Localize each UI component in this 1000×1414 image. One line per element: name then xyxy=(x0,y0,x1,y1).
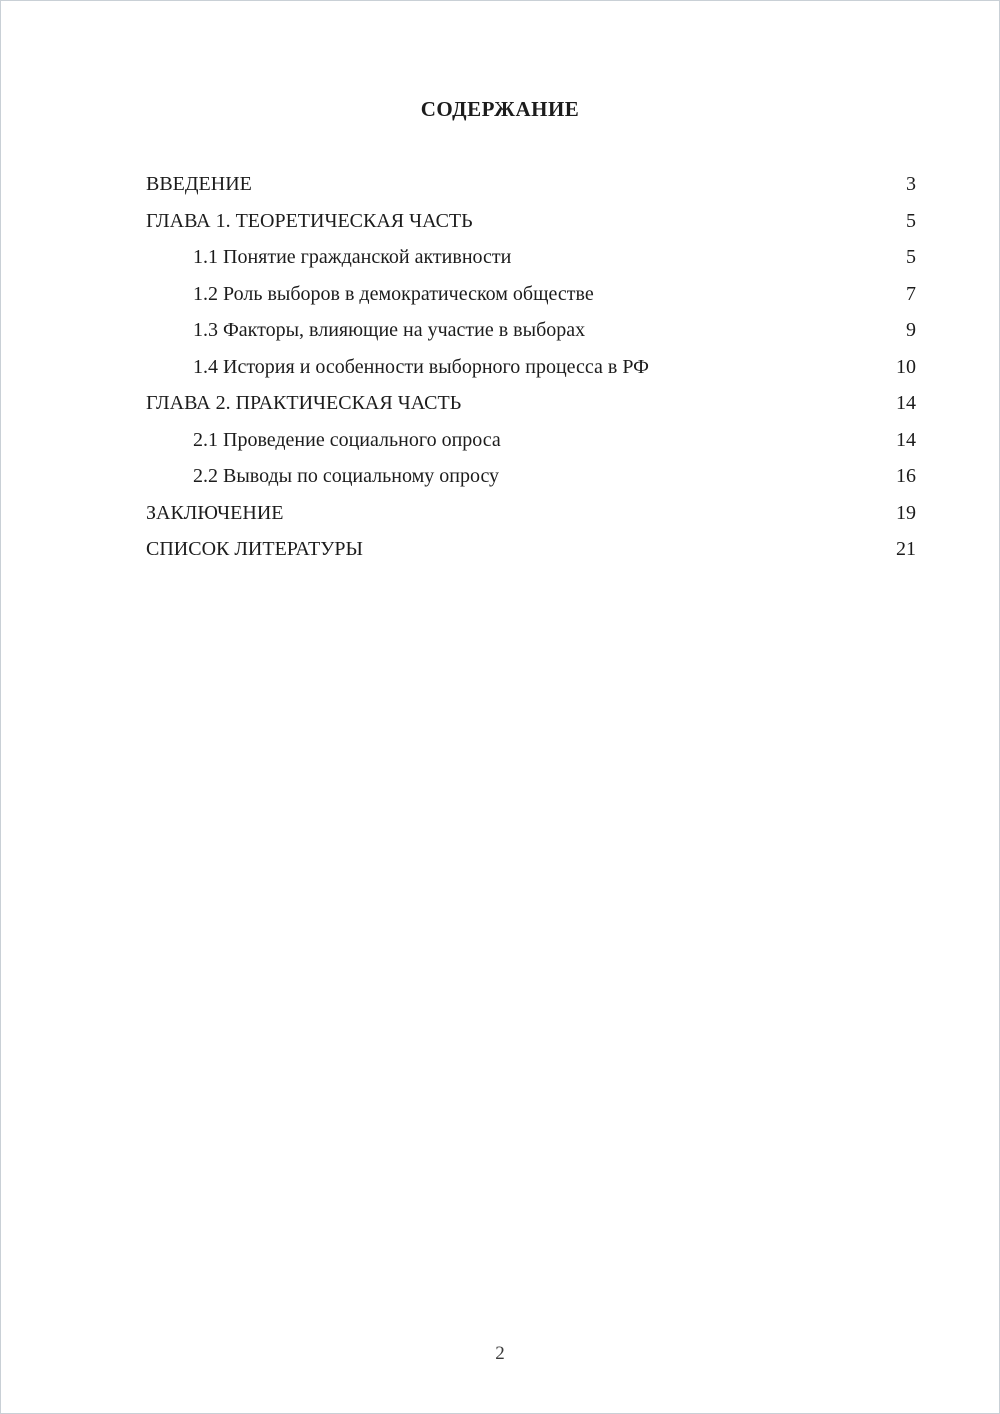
toc-entry-label: 1.4 История и особенности выборного процесса в РФ xyxy=(193,355,649,378)
toc-entry-page: 5 xyxy=(906,246,916,268)
toc-entry-page: 9 xyxy=(906,319,916,341)
toc-entry-page: 10 xyxy=(896,355,916,378)
toc-entry-label: ВВЕДЕНИЕ xyxy=(146,173,252,195)
toc-entry xyxy=(146,458,916,495)
page-number: 2 xyxy=(495,1343,505,1364)
toc-entry-page: 14 xyxy=(896,428,916,451)
toc-entry-page: 7 xyxy=(906,282,916,305)
toc-entry xyxy=(146,495,916,532)
toc-entry-label: 1.2 Роль выборов в демократическом обществе xyxy=(193,282,594,305)
toc-entry-page: 14 xyxy=(896,392,916,414)
toc-entry xyxy=(146,166,916,203)
toc-entry-label: 2.2 Выводы по социальному опросу xyxy=(193,465,500,487)
toc-entry-label: ЗАКЛЮЧЕНИЕ xyxy=(146,501,284,524)
toc-entry-page: 21 xyxy=(896,538,916,560)
toc-entry xyxy=(146,385,916,422)
toc-entry xyxy=(146,239,916,276)
toc-entry-page: 19 xyxy=(896,501,916,524)
toc-entry-label: 1.1 Понятие гражданской активности xyxy=(193,246,512,268)
toc-entry-label: ГЛАВА 1. ТЕОРЕТИЧЕСКАЯ ЧАСТЬ xyxy=(146,209,473,232)
toc-entry-page: 5 xyxy=(906,209,916,232)
toc-entry xyxy=(146,531,916,568)
toc-entry-label: 1.3 Факторы, влияющие на участие в выборах xyxy=(193,319,586,341)
toc-title: СОДЕРЖАНИЕ xyxy=(420,97,580,121)
toc-entry-label: ГЛАВА 2. ПРАКТИЧЕСКАЯ ЧАСТЬ xyxy=(146,392,462,414)
toc-entry-label: 2.1 Проведение социального опроса xyxy=(193,428,501,451)
toc-entry xyxy=(146,203,916,240)
toc-entry xyxy=(146,422,916,459)
toc-entry xyxy=(146,312,916,349)
toc-entry-page: 16 xyxy=(896,465,916,487)
toc-entry xyxy=(146,276,916,313)
toc-entry-label: СПИСОК ЛИТЕРАТУРЫ xyxy=(146,538,363,560)
toc-entry xyxy=(146,349,916,386)
toc-entry-page: 3 xyxy=(906,173,916,195)
toc-list xyxy=(1,166,999,568)
